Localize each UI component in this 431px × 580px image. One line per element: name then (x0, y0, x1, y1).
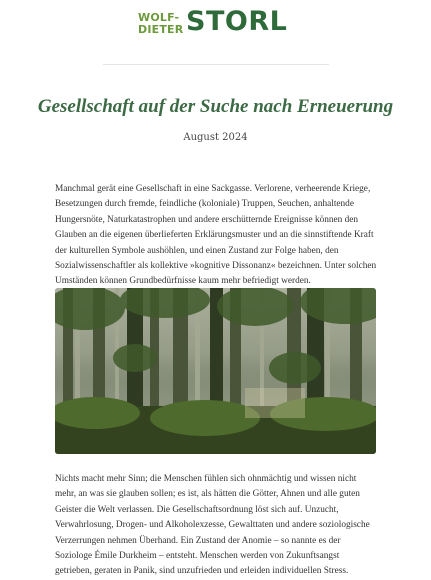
site-logo[interactable] (0, 6, 431, 42)
article-paragraph-1: Manchmal gerät eine Gesellschaft in eine Sackgasse. Verlorene, verheerende Kriege, Besetzungen durch fremde, feindliche (koloniale) Truppen, Seuchen, anhaltende Hungersnöte, Naturkatastrophen und andere erschütternde Ereignisse können den Glauben an die eigenen überlieferten Erklärungsmuster und an die sinnstiftende Kraft der kulturellen Symbole aushöhlen, und einen Zustand zur Folge haben, den Sozialwissenschaftler als kollektive »kognitive Dissonanz« bezeichnen. Unter solchen Umständen können Grundbedürfnisse kaum mehr befriedigt werden. (55, 184, 377, 287)
forest-image (55, 288, 376, 454)
logo-line-wolf: WOLF- (138, 11, 180, 24)
logo-line-dieter: DIETER (138, 23, 184, 36)
article-title: Gesellschaft auf der Suche nach Erneuerung (37, 96, 394, 117)
header-divider (103, 64, 329, 65)
article-date: August 2024 (183, 132, 248, 143)
logo-name: STORL (186, 6, 288, 37)
article-paragraph-2: Nichts macht mehr Sinn; die Menschen fühlen sich ohnmächtig und wissen nicht mehr, an was sie glauben sollen; es ist, als hätten die Götter, Ahnen und alle guten Geister die Welt verlassen. Die Gesellschaftsordnung löst sich auf. Unzucht, Verwahrlosung, Drogen- und Alkoholexzesse, Gewalttaten und andere soziologische Verzerrungen nehmen Überhand. Ein Zustand der Anomie – so nannte es der Soziologe Émile Durkheim – entsteht. Menschen werden von Zukunftsangst getrieben, geraten in Panik, sind unzufrieden und erleiden individuellen Stress. (55, 474, 370, 577)
